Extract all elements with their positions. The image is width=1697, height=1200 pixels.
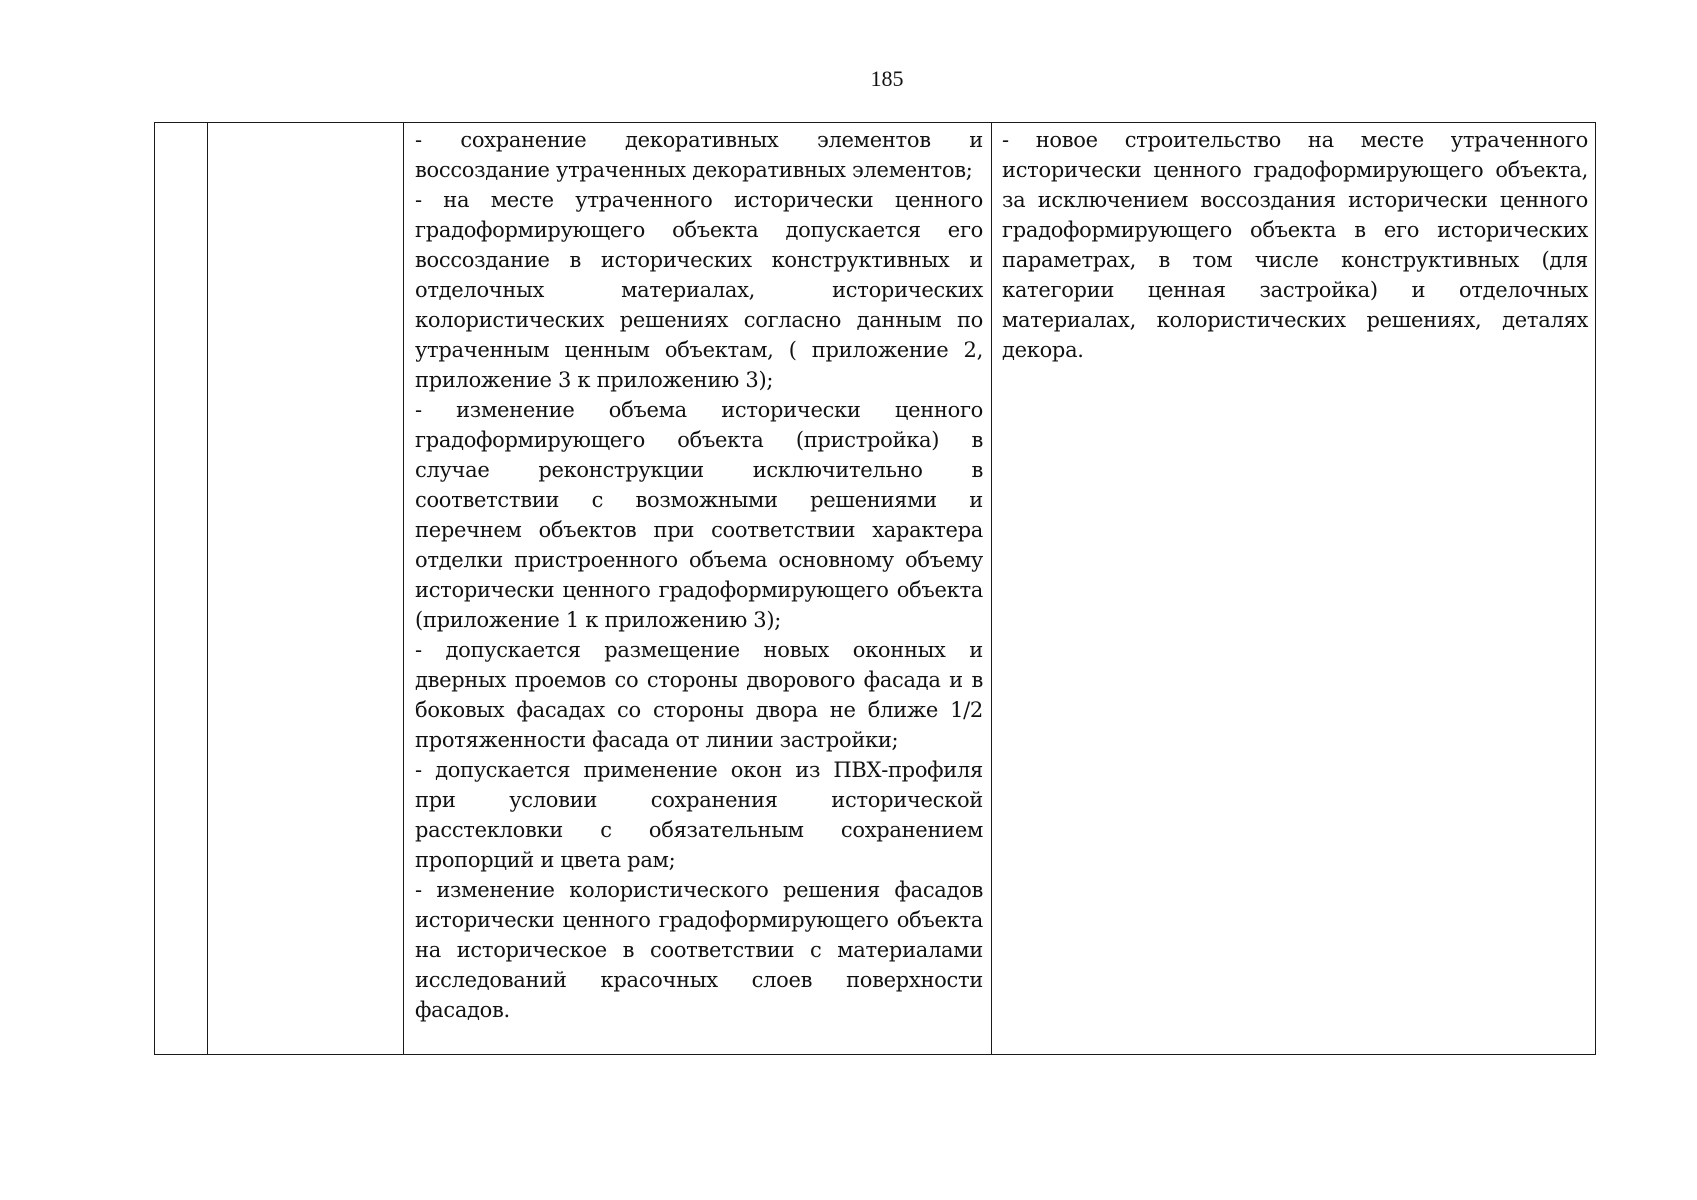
page-number: 185: [870, 66, 904, 91]
column-divider-1: [207, 123, 208, 1054]
list-item: - допускается применение окон из ПВХ-профиля при условии сохранения исторической расстекловки с обязательным сохранением пропорций и цвета рам;: [415, 758, 983, 872]
column-divider-2: [403, 123, 404, 1054]
requirements-table: [154, 122, 1596, 1055]
list-item: - новое строительство на месте утраченного исторически ценного градоформирующего объекта, за исключением воссоздания исторически ценного градоформирующего объекта в его исторических параметрах, в том числе конструктивных (для категории ценная застройка) и отделочных материалах, колористических решениях, деталях декора.: [1002, 128, 1588, 362]
list-item: - изменение колористического решения фасадов исторически ценного градоформирующего объекта на историческое в соответствии с материалами исследований красочных слоев поверхности фасадов.: [415, 878, 983, 1022]
column-divider-3: [991, 123, 992, 1054]
prohibited-actions-cell: [1002, 125, 1588, 365]
list-item: - допускается размещение новых оконных и дверных проемов со стороны дворового фасада и в боковых фасадах со стороны двора не ближе 1/2 протяженности фасада от линии застройки;: [415, 638, 983, 752]
list-item: - изменение объема исторически ценного градоформирующего объекта (пристройка) в случае реконструкции исключительно в соответствии с возможными решениями и перечнем объектов при соответствии характера отделки пристроенного объема основному объему исторически ценного градоформирующего объекта (приложение 1 к приложению 3);: [415, 398, 983, 632]
list-item: - сохранение декоративных элементов и воссоздание утраченных декоративных элементов;: [415, 128, 983, 182]
list-item: - на месте утраченного исторически ценного градоформирующего объекта допускается его воссоздание в исторических конструктивных и отделочных материалах, исторических колористических решениях согласно данным по утраченным ценным объектам, ( приложение 2, приложение 3 к приложению 3);: [415, 188, 983, 392]
permitted-actions-cell: [415, 125, 983, 1025]
